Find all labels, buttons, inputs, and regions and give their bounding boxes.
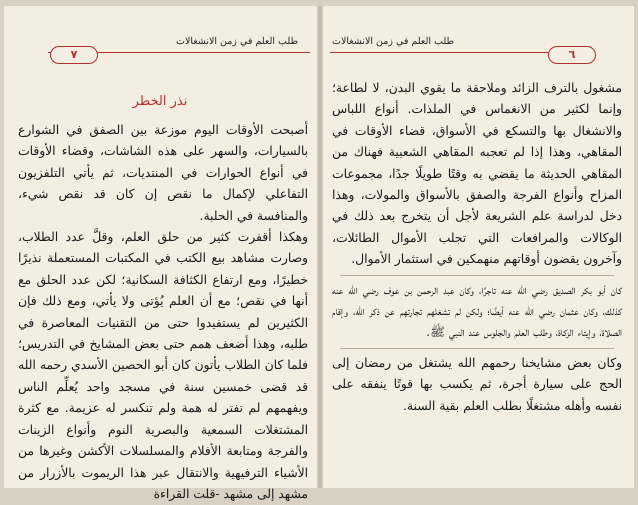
right-page-header: طلب العلم في زمن الانشغالات [332,36,455,47]
section-title: نذر الخطر [132,94,188,109]
right-page-number: ٦ [548,46,596,64]
left-page-body [18,120,308,505]
left-paragraph-2: وهكذا أقفرت كثير من حلق العلم، وقلَّ عدد الطلاب، وصارت مشاهد بيع الكتب في المكتبات المستعملة نذيرًا خطيرًا، ومع ارتفاع الكثافة السكانية؛ لكن عدد الحلق مع أنها في نقص؛ مع أن العلم يُؤتى ولا يأتي، ومع ذلك فإن الكثيرين لم يستفيدوا حتى من التقنيات المعاصرة في طلبه، وهذا أضعف همم حتى بعض المشايخ في التدريس؛ فلما كان الطلاب يأتون كان أبو الحصين الأسدي رحمه الله قد قضى خمسين سنة في مسجد واحد يُعلِّم الناس ويفهمهم لم تفتر له همة ولم تنكسر له عزيمة. مع كثرة المشتغلات السمعية والبصرية النوم وأنواع الزينات والفرجة ومتابعة الأفلام والمسلسلات الأكشن وغيرها من الأشياء الترفيهية والانتقال عبر هذا الريموت بالأزرار من مشهد إلى مشهد -قلت القراءة [18,230,308,501]
right-paragraph-1: مشغول بالترف الزائد وملاحقة ما يقوي البدن، لا لطاعة؛ وإنما لكثير من الانغماس في الملذات. أنواع اللباس والانشغال بها والتسكع في الأسواق، قضاء الأوقات في المقاهي، وهذا إذا لم تعجبه المقاهي الشعبية فهناك من المقاهي الحديثة ما يقضي به وقتًا طويلًا جدًا، مجموعات المزاح وأنواع الفرجة والصفق بالأسواق والمولات، وهذا دخل لدراسة علم الشريعة لأجل أن يتخرج بعد ذلك في الوكالات والمرافعات التي تجلب الأموال الطائلات، وآخرون يقضون أوقاتهم منهمكين في استثمار الأموال. [332,81,622,267]
paragraph-divider [340,275,614,276]
right-page-body [332,78,622,417]
paragraph-divider [340,348,614,349]
left-page-number: ٧ [50,46,98,64]
right-paragraph-2: كان أبو بكر الصديق رضي الله عنه تاجرًا، وكان عبد الرحمن بن عوف رضي الله عنه كذلك، وكان عثمان رضي الله عنه أيضًا؛ ولكن لم تشغلهم تجارتهم عن ذكر الله، وإقام الصلاة، وإيتاء الزكاة، وطلب العلم والجلوس عند النبي ﷺ. [332,282,622,340]
book-gutter [317,6,323,488]
left-page [8,6,314,501]
right-paragraph-3: وكان بعض مشايخنا رحمهم الله يشتغل من رمضان إلى الحج على سيارة أجرة، ثم يكسب بها قوتًا ينفقه على نفسه وأهله مشتغلًا بطلب العلم بقية السنة. [332,355,622,413]
right-page [326,6,632,488]
left-page-header: طلب العلم في زمن الانشغالات [176,36,299,47]
left-paragraph-1: أصبحت الأوقات اليوم موزعة بين الصفق في الشوارع بالسيارات، والسهر على هذه الشاشات، وقضاء الأوقات في أنواع الحوارات في المنتديات، ثم يأتي التلفزيون التفاعلي لإكمال ما نقص إن كان قد نقص شيء، والمنافسة في الحلبة. [18,123,308,223]
